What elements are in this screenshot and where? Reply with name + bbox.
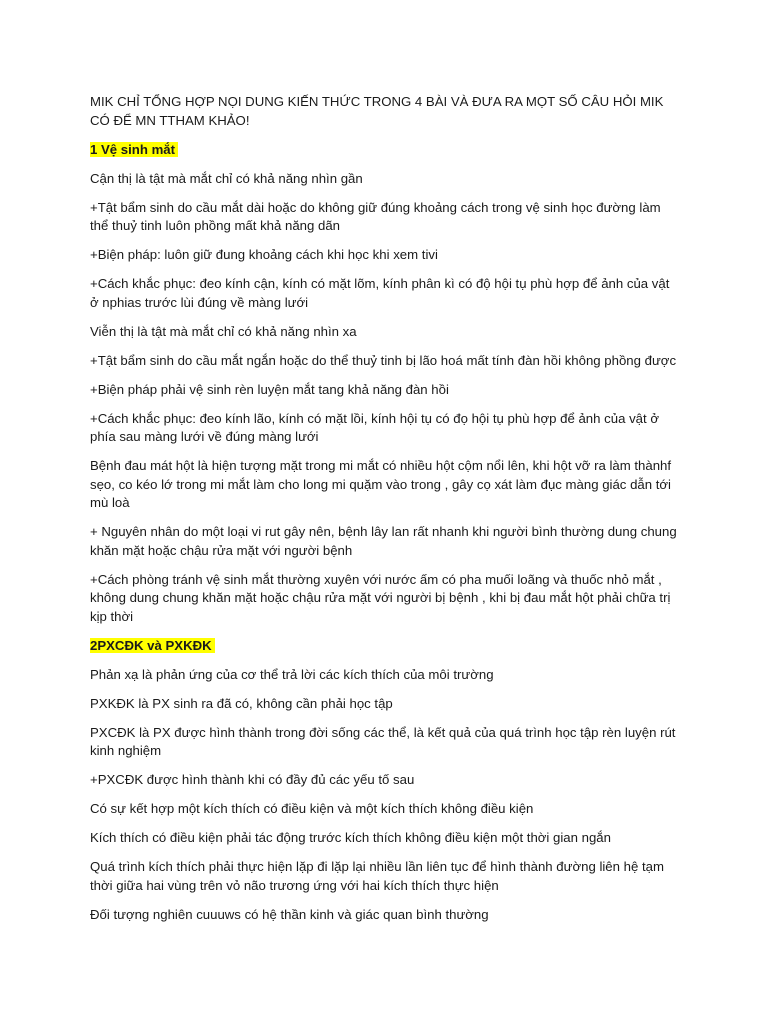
section-2-heading-text: 2PXCĐK và PXKĐK — [90, 638, 215, 653]
paragraph: +Cách phòng tránh vệ sinh mắt thường xuyên với nước ấm có pha muối loãng và thuốc nhỏ mắt , không dung chung khăn mặt hoặc chậu rửa mặt với người bị bệnh , khi bị đau mắt hột phải chữa trị kịp thời — [90, 571, 671, 624]
section-1-body — [90, 170, 680, 627]
paragraph: +Cách khắc phục: đeo kính lão, kính có mặt lồi, kính hội tụ có đọ hội tụ phù hợp để ảnh của vật ở phía sau màng lưới về đúng màng lưới — [90, 410, 659, 444]
paragraph: Quá trình kích thích phải thực hiện lặp đi lặp lại nhiều lần liên tục để hình thành đường liên hệ tạm thời giữa hai vùng trên vỏ não trương ứng với hai kích thích thực hiện — [90, 859, 664, 893]
paragraph: Cận thị là tật mà mắt chỉ có khả năng nhìn gần — [90, 170, 363, 186]
paragraph: Bệnh đau mát hột là hiện tượng mặt trong mi mắt có nhiều hột cộm nổi lên, khi hột vỡ ra làm thànhf sẹo, co kéo lớ trong mi mắt làm cho long mi quặm vào trong , gây cọ xát làm đục màng giác dẫn tới mù loà — [90, 458, 672, 510]
paragraph: PXCĐK là PX được hình thành trong đời sống các thể, là kết quả của quá trình học tập rèn luyện rút kinh nghiệm — [90, 724, 676, 758]
paragraph: +Tật bẩm sinh do cầu mắt ngắn hoặc do thể thuỷ tinh bị lão hoá mất tính đàn hồi không phồng được — [90, 352, 677, 368]
paragraph: +Biện pháp phải vệ sinh rèn luyện mắt tang khả năng đàn hồi — [90, 381, 449, 397]
paragraph: Kích thích có điều kiện phải tác động trước kích thích không điều kiện một thời gian ngắn — [90, 830, 611, 845]
section-2-heading — [90, 637, 680, 656]
paragraph: Đối tượng nghiên cuuuws có hệ thần kinh và giác quan bình thường — [90, 906, 489, 922]
paragraph: PXKĐK là PX sinh ra đã có, không cần phải học tập — [90, 695, 393, 711]
section-1-heading-text: 1 Vệ sinh mắt — [90, 142, 178, 157]
paragraph: +PXCĐK được hình thành khi có đầy đủ các yếu tố sau — [90, 772, 415, 787]
section-2-body — [90, 666, 680, 925]
section-1-heading — [90, 141, 680, 160]
document-title: MIK CHỈ TỔNG HỢP NỌI DUNG KIẾN THỨC TRONG 4 BÀI VÀ ĐƯA RA MỌT SỐ CÂU HỎI MIK CÓ ĐỂ MN TTHAM KHẢO! — [90, 94, 664, 128]
paragraph: Viễn thị là tật mà mắt chỉ có khả năng nhìn xa — [90, 323, 357, 339]
paragraph: +Biện pháp: luôn giữ đung khoảng cách khi học khi xem tivi — [90, 247, 438, 262]
paragraph: + Nguyên nhân do một loại vi rut gây nên, bệnh lây lan rất nhanh khi người bình thường dung chung khăn mặt hoặc chậu rửa mặt với người bệnh — [90, 524, 677, 558]
paragraph: +Tật bẩm sinh do cầu mắt dài hoặc do không giữ đúng khoảng cách trong vệ sinh học đường làm thể thuỷ tinh luôn phồng mất khả năng dãn — [90, 199, 661, 233]
paragraph: Phản xạ là phản ứng của cơ thể trả lời các kích thích của môi trường — [90, 666, 494, 682]
paragraph: Có sự kết hợp một kích thích có điều kiện và một kích thích không điều kiện — [90, 801, 534, 816]
document-page — [90, 93, 680, 935]
paragraph: +Cách khắc phục: đeo kính cận, kính có mặt lõm, kính phân kì có độ hội tụ phù hợp để ảnh của vật ở nphias trước lùi đúng về màng lưới — [90, 276, 670, 310]
